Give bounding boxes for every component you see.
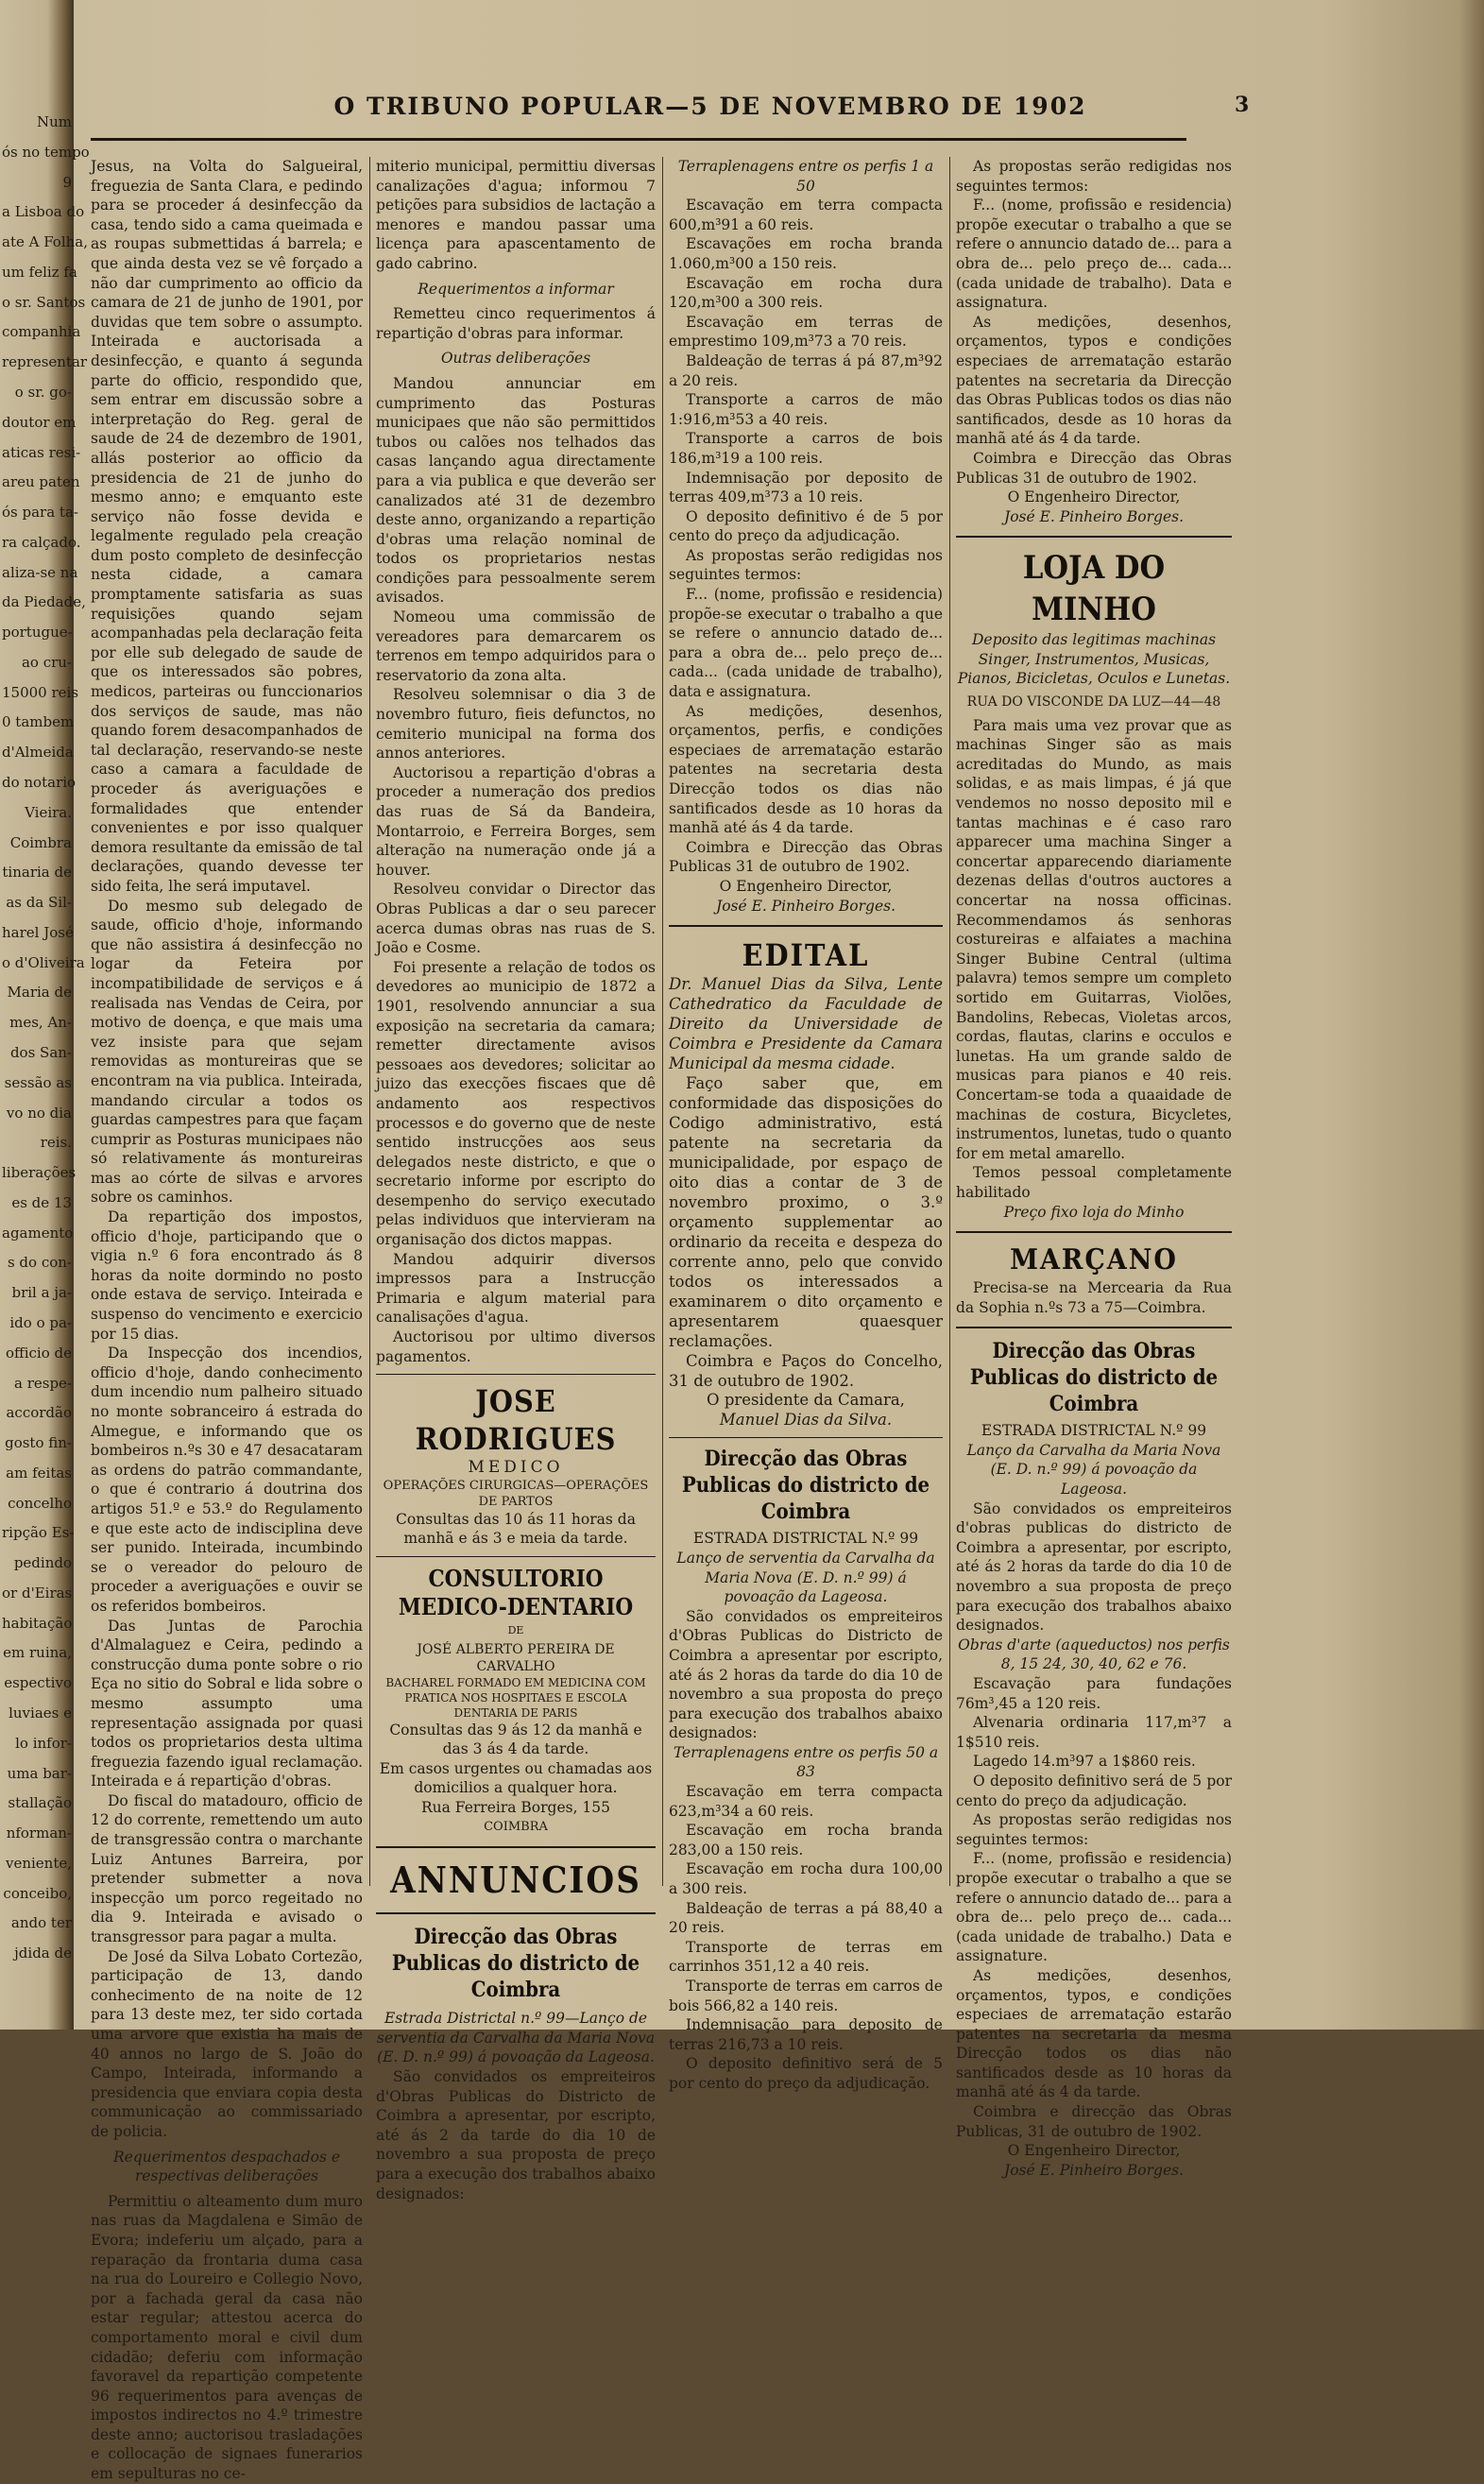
- divider: [376, 1846, 656, 1848]
- adjacent-page-fragment: or d'Eiras: [2, 1585, 73, 1602]
- adjacent-page-fragment: tinaria de: [2, 864, 72, 881]
- adjacent-page-fragment: agamento: [2, 1225, 74, 1242]
- section-subheading: Outras deliberações: [440, 350, 591, 368]
- adjacent-page-fragment: da Piedade,: [2, 593, 86, 610]
- paragraph: Coimbra e Direcção das Obras Publicas 31 de outubro de 1902.: [669, 838, 943, 876]
- column-separator: [949, 157, 950, 1886]
- adjacent-page-fragment: ra calçado.: [2, 534, 81, 551]
- adjacent-page-fragment: lo infor-: [15, 1735, 72, 1752]
- paragraph: Permittiu o alteamento dum muro nas ruas da Magdalena e Simão de Evora; indeferiu um alçado, para a reparação da frontaria duma casa na rua do Loureiro e Collegio Novo, por a fachada geral da casa não estar regular; attestou acerca do comportamento moral e civil dum cidadão; deferiu com informação favoravel da repartição competente 96 requerimentos para avenças de impostos indirectos no 4.º trimestre deste anno; auctorisou trasladações e collocação de signaes funerarios em sepulturas no ce-: [91, 2192, 363, 2483]
- adjacent-page-fragment: em ruina,: [3, 1644, 72, 1661]
- paragraph: F... (nome, profissão e residencia) propõe-se executar o trabalho a que se refere o annuncio datado de... para a obra de... pelo preço de... cada... (cada unidade de trabalho), data e assignatura.: [669, 586, 943, 701]
- line-item: Escavação em terras de emprestimo 109,m³73 a 70 reis.: [669, 313, 943, 351]
- paragraph: As propostas serão redigidas nos seguintes termos:: [956, 1811, 1232, 1848]
- notice-heading: Direcção das Obras Publicas do districto de Coimbra: [969, 1339, 1219, 1417]
- adjacent-page-fragment: aliza-se na: [2, 564, 78, 581]
- divider: [956, 1327, 1232, 1328]
- notice-heading: Direcção das Obras Publicas do districto de Coimbra: [391, 1925, 640, 2003]
- adjacent-page-fragment: ido o pa-: [9, 1314, 72, 1331]
- edital-heading: EDITAL: [742, 937, 870, 974]
- paragraph: Coimbra e direcção das Obras Publicas, 31 de outubro de 1902.: [956, 2103, 1232, 2140]
- loja-address: RUA DO VISCONDE DA LUZ—44—48: [966, 694, 1221, 711]
- signature: Manuel Dias da Silva.: [719, 1410, 893, 1429]
- paragraph: Das Juntas de Parochia d'Almalaguez e Ceira, pedindo a construcção duma ponte sobre o rio Eça no sitio do Sobral e lida sobre o mesmo assumpto uma representação assignada por quasi todos os proprietarios desta ultima freguezia fazendo igual reclamação. Inteirada e á repartição d'obras.: [91, 1617, 363, 1790]
- adjacent-page-fragment: mes, An-: [9, 1014, 72, 1031]
- header-rule: [91, 138, 1186, 141]
- line-item: Escavação em terra compacta 600,m³91 a 60 reis.: [669, 197, 943, 233]
- line-item: Alvenaria ordinaria 117,m³7 a 1$510 reis.: [956, 1714, 1232, 1751]
- paragraph: As propostas serão redigidas nos seguintes termos:: [669, 546, 943, 584]
- obras-arte-heading: Obras d'arte (aqueductos) nos perfis 8, 15 24, 30, 40, 62 e 76.: [958, 1636, 1230, 1673]
- paragraph: Auctorisou a repartição d'obras a proceder a numeração dos predios das ruas de Sá da Bandeira, Montarroio, e Ferreira Borges, sem alteração na numeração onde já a houver.: [376, 763, 656, 879]
- masthead: O TRIBUNO POPULAR—5 DE NOVEMBRO DE 1902: [333, 93, 1087, 120]
- page-body: [77, 0, 1471, 2483]
- page-number: 3: [1235, 93, 1250, 117]
- line-item: Baldeação de terras a pá 88,40 a 20 reis.: [669, 1899, 943, 1937]
- advert-city: COIMBRA: [484, 1819, 548, 1834]
- line-item: Transporte de terras em carrinhos 351,12 a 40 reis.: [669, 1938, 943, 1976]
- advert-hours: Consultas das 9 ás 12 da manhã e das 3 ás 4 da tarde.: [389, 1721, 642, 1758]
- paragraph: As medições, desenhos, orçamentos, typos e condições especiaes de arrematação estarão patentes na secretaria da Direcção das Obras Publicas todos os dias não santificados, desde as 10 horas da manhã até ás 4 da tarde.: [956, 313, 1232, 448]
- paragraph: Auctorisou por ultimo diversos pagamentos.: [376, 1328, 656, 1365]
- divider: [669, 1437, 943, 1438]
- advert-hours: Consultas das 10 ás 11 horas da manhã e ás 3 e meia da tarde.: [396, 1510, 636, 1548]
- divider: [376, 1912, 656, 1914]
- section-subheading: Requerimentos despachados e respectivas deliberações: [112, 2148, 340, 2185]
- advert-consultorio: [376, 1565, 656, 1837]
- adjacent-page-fragment: ós no tempo: [2, 144, 90, 161]
- adjacent-page-fragment: portugue-: [2, 624, 73, 641]
- column-4: [956, 157, 1232, 2180]
- paragraph: Resolveu convidar o Director das Obras Publicas a dar o seu parecer acerca dumas obras nas ruas de S. João e Cosme.: [376, 881, 656, 957]
- adjacent-page-fragment: liberações: [2, 1164, 77, 1181]
- adjacent-page-fragment: o sr. Santos: [2, 294, 86, 311]
- adjacent-page-fragment: d'Almeida: [2, 744, 74, 761]
- signature: José E. Pinheiro Borges.: [1003, 2161, 1185, 2179]
- adjacent-page-fragment: nforman-: [6, 1824, 72, 1842]
- paragraph: São convidados os empreiteiros d'obras publicas do districto de Coimbra a apresentar, por escripto, até ás 2 horas da tarde do dia 10 de novembro a sua proposta de preço para execução dos trabalhos abaixo designados.: [956, 1499, 1232, 1635]
- line-item: O deposito definitivo será de 5 por cento do preço da adjudicação.: [669, 2055, 943, 2092]
- advert-jose-rodrigues: [376, 1382, 656, 1549]
- adjacent-page-fragment: luviaes e: [9, 1705, 72, 1722]
- adjacent-page-fragment: harel José: [2, 924, 74, 941]
- adjacent-page-fragment: s do con-: [7, 1254, 72, 1271]
- adjacent-page-fragment: uma bar-: [7, 1765, 72, 1782]
- line-item: Escavação em rocha dura 120,m³00 a 300 reis.: [669, 274, 943, 312]
- edital-intro: Dr. Manuel Dias da Silva, Lente Cathedratico da Faculdade de Direito da Universidade de Coimbra e Presidente da Camara Municipal da mesma cidade.: [669, 975, 943, 1073]
- divider: [376, 1556, 656, 1557]
- column-separator: [662, 157, 663, 1886]
- section-heading-annuncios: ANNUNCIOS: [390, 1859, 641, 1902]
- loja-heading: LOJA DO MINHO: [1022, 549, 1166, 629]
- adjacent-page-fragment: representar: [2, 353, 88, 370]
- adjacent-page-fragment: Coimbra: [9, 834, 72, 851]
- advert-urgent: Em casos urgentes ou chamadas aos domicilios a qualquer hora.: [379, 1759, 653, 1797]
- line-item: Baldeação de terras á pá 87,m³92 a 20 reis.: [669, 351, 943, 389]
- adjacent-page-fragment: espectivo: [4, 1674, 72, 1691]
- adjacent-page-fragment: reis.: [40, 1134, 72, 1151]
- paragraph: Foi presente a relação de todos os devedores ao municipio de 1872 a 1901, resolvendo annunciar a sua exposição na secretaria da camara; remetter directamente avisos pessoaes aos devedores; solicitar ao juizo das execções fiscaes que dê andamento aos respectivos processos e do governo que de neste sentido instrucções aos seus delegados neste districto, e que o secretario informe por escripto do desempenho do serviço executado pelas individuos que intervieram na organisação dos dictos mappas.: [376, 958, 656, 1249]
- adjacent-page-strip: [0, 0, 90, 2030]
- signature-title: O Engenheiro Director,: [1007, 2142, 1181, 2160]
- paragraph: As medições, desenhos, orçamentos, typos, e condições especiaes de arrematação estarão patentes na secretaria da mesma Direcção todos os dias não santificados desde as 10 horas da manhã até ás 4 da tarde.: [956, 1966, 1232, 2101]
- advert-title: MEDICO: [468, 1458, 564, 1478]
- advert-title: CONSULTORIO MEDICO-DENTARIO: [398, 1565, 634, 1620]
- adjacent-page-fragment: ripção Es-: [2, 1524, 75, 1541]
- adjacent-page-fragment: gosto fin-: [5, 1434, 72, 1451]
- adjacent-page-fragment: officio de: [6, 1345, 72, 1362]
- adjacent-page-fragment: um feliz fa: [2, 264, 77, 281]
- paragraph: Resolveu solemnisar o dia 3 de novembro futuro, fieis defunctos, no cemiterio municipal na forma dos annos anteriores.: [376, 686, 656, 762]
- paragraph: Faço saber que, em conformidade das disposições do Codigo administrativo, está patente na secretaria da municipalidade, por espaço de oito dias a contar de 3 de novembro proximo, o 3.º orçamento supplementar ao ordinario da receita e despeza do corrente anno, pelo que convido todos os interessados a examinarem o dito orçamento e apresentarem quaesquer reclamações.: [669, 1074, 943, 1351]
- divider: [669, 925, 943, 927]
- adjacent-page-fragment: Num: [36, 113, 72, 130]
- loja-subtitle: Deposito das legitimas machinas Singer, Instrumentos, Musicas, Pianos, Bicicletas, Oculos e Lunetas.: [957, 631, 1231, 688]
- divider: [376, 1374, 656, 1375]
- adjacent-page-fragment: sessão as: [4, 1074, 72, 1091]
- adjacent-page-fragment: ao cru-: [21, 654, 72, 671]
- column-separator: [369, 157, 370, 1886]
- column-1: [91, 157, 363, 2484]
- terraplenagens-heading: Terraplenagens entre os perfis 50 a 83: [673, 1743, 939, 1781]
- paragraph: F... (nome, profissão e residencia) propõe executar o trabalho a que se refere o annuncio datado de... para a obra de... pelo preço de... cada... (cada unidade de trabalho.) Data e assignature.: [956, 1850, 1232, 1965]
- signature-title: O presidente da Camara,: [707, 1391, 905, 1410]
- marcano-heading: MARÇANO: [1010, 1243, 1178, 1277]
- signature: José E. Pinheiro Borges.: [1003, 507, 1185, 525]
- paragraph: Coimbra e Paços do Concelho, 31 de outubro de 1902.: [669, 1352, 943, 1391]
- paragraph: Precisa-se na Mercearia da Rua da Sophia n.ºs 73 a 75—Coimbra.: [956, 1279, 1232, 1316]
- adjacent-page-fragment: dos San-: [9, 1044, 72, 1061]
- divider: [956, 1231, 1232, 1233]
- estrada-label: ESTRADA DISTRICTAL N.º 99: [981, 1422, 1207, 1440]
- paragraph: De José da Silva Lobato Cortezão, participação de 13, dando conhecimento de na noite de 12 para 13 deste mez, ter sido cortada uma arvore que existia ha mais de 40 annos no largo de S. João do Campo, Inteirada, informando a presidencia que enviara copia desta communicação ao commissariado de policia.: [91, 1947, 363, 2140]
- signature-title: O Engenheiro Director,: [719, 877, 893, 895]
- column-3: [669, 157, 943, 2094]
- paragraph: Remetteu cinco requerimentos á repartição d'obras para informar.: [376, 305, 656, 342]
- adjacent-page-fragment: bril a ja-: [11, 1284, 72, 1301]
- advert-credentials: BACHAREL FORMADO EM MEDICINA COM PRATICA NOS HOSPITAES E ESCOLA DENTARIA DE PARIS: [385, 1675, 646, 1720]
- line-item: Transporte de terras em carros de bois 566,82 a 140 reis.: [669, 1978, 943, 2014]
- line-item: Transporte a carros de bois 186,m³19 a 100 reis.: [669, 430, 943, 467]
- paragraph: Temos pessoal completamente habilitado: [956, 1164, 1232, 1201]
- signature: José E. Pinheiro Borges.: [715, 897, 896, 915]
- lanco-label: Lanço de serventia da Carvalha da Maria Nova (E. D. n.º 99) á povoação da Lageosa.: [676, 1549, 935, 1606]
- paragraph: Para mais uma vez provar que as machinas Singer são as mais acreditadas do Mundo, as mais solidas, e as mais limpas, é já que vendemos no nosso deposito mil e tantas machinas e é caso raro apparecer uma machina Singer a concertar apparecendo diariamente dezenas dellas d'outros auctores a concertar na nossa officinas. Recommendamos ás senhoras costureiras e alfaiates a machina Singer Bubine Central (ultima palavra) temos sempre um completo sortido em Guitarras, Violões, Bandolins, Rebecas, Violetas arcos, cordas, flautas, clarins e occulos e lunetas. Ha um grande saldo de musicas para pianos e 40 reis. Concertam-se toda a quaaidade de machinas de costura, Bicycletes, instrumentos, lunetas, tudo o quanto for em metal amarello.: [956, 716, 1232, 1162]
- paragraph: Mandou adquirir diversos impressos para a Instrucção Primaria e algum material para canalisações d'agua.: [376, 1250, 656, 1327]
- adjacent-page-fragment: ate A Folha,: [2, 233, 89, 250]
- adjacent-page-fragment: doutor em: [2, 414, 77, 431]
- lanco-label: Lanço da Carvalha da Maria Nova (E. D. n.º 99) á povoação da Lageosa.: [966, 1441, 1221, 1499]
- adjacent-page-fragment: conceibo,: [3, 1885, 72, 1902]
- adjacent-page-fragment: 9: [62, 174, 72, 191]
- line-item: Lagedo 14.m³97 a 1$860 reis.: [973, 1753, 1196, 1771]
- adjacent-page-fragment: es de 13: [11, 1194, 72, 1211]
- paragraph: São convidados os empreiteiros d'Obras Publicas do Districto de Coimbra a apresentar, por escripto, até ás 2 da tarde do dia 10 de novembro a sua proposta de preço para a execução dos trabalhos abaixo designados:: [376, 2067, 656, 2202]
- adjacent-page-fragment: ando ter: [10, 1914, 72, 1931]
- estrada-label: ESTRADA DISTRICTAL N.º 99: [692, 1530, 919, 1548]
- line-item: Indemnisação por deposito de terras 409,m³73 a 10 reis.: [669, 469, 943, 506]
- adjacent-page-fragment: areu paten: [2, 473, 80, 490]
- adjacent-page-fragment: veniente,: [5, 1855, 72, 1872]
- paragraph: miterio municipal, permittiu diversas canalizações d'agua; informou 7 petições para subsidios de lactação a menores e mandou passar uma licença para apascentamento de gado cabrino.: [376, 158, 656, 272]
- adjacent-page-fragment: do notario: [2, 774, 77, 791]
- adjacent-page-fragment: o sr. go-: [14, 384, 72, 401]
- advert-de: DE: [507, 1624, 524, 1636]
- adjacent-page-fragment: am feitas: [6, 1465, 72, 1482]
- adjacent-page-fragment: 15000 reis: [2, 684, 79, 701]
- line-item: Escavação para fundações 76m³,45 a 120 reis.: [956, 1675, 1232, 1712]
- terraplenagens-heading: Terraplenagens entre os perfis 1 a 50: [677, 158, 934, 195]
- adjacent-page-fragment: o d'Oliveira: [2, 954, 85, 971]
- line-item: O deposito definitivo será de 5 por cento do preço da adjudicação.: [956, 1772, 1232, 1809]
- adjacent-page-fragment: a respe-: [13, 1375, 72, 1392]
- adjacent-page-fragment: habitação: [2, 1615, 73, 1632]
- advert-specialties: OPERAÇÕES CIRURGICAS—OPERAÇÕES DE PARTOS: [383, 1478, 649, 1509]
- adjacent-page-fragment: concelho: [8, 1495, 72, 1512]
- paragraph: Mandou annunciar em cumprimento das Posturas municipaes que não são permittidos tubos ou calões nos telhados das casas lançando agua directamente para a via publica e que deverão ser canalizados até 31 de dezembro deste anno, organizando a repartição d'obras uma relação nominal de todos os proprietarios nestas condições para pessoalmente serem avisados.: [376, 374, 656, 607]
- notice-subheading: Estrada Districtal n.º 99—Lanço de serventia da Carvalha da Maria Nova (E. D. n.º 99) á povoação da Lageosa.: [376, 2010, 656, 2066]
- adjacent-page-fragment: a Lisboa do: [2, 203, 85, 220]
- paragraph: As medições, desenhos, orçamentos, perfis, e condições especiaes de arrematação estarão patentes na secretaria desta Direcção todos os dias não santificados desde as 10 horas da manhã até ás 4 da tarde.: [669, 702, 943, 837]
- adjacent-page-fragment: as da Sil-: [6, 894, 72, 911]
- paragraph: Jesus, na Volta do Salgueiral, freguezia de Santa Clara, e pedindo para se proceder á desinfecção da casa, tendo sido a cama queimada e as roupas submettidas á barrela; e que ainda desta vez se vê forçado a não dar cumprimento ao officio da camara de 21 de junho de 1901, por duvidas que tem sobre o assumpto. Inteirada e auctorisada a desinfecção, e quanto á segunda parte do officio, respondido que, sem entrar em discussão sobre a interpretação do Reg. geral de saude de 24 de dezembro de 1901, allás posterior ao officio da presidencia de 21 de junho do mesmo anno; e emquanto este serviço não fosse devida e legalmente regulado pela creação dum posto completo de desinfecção nesta cidade, a camara promptamente satisfaria as suas requisições quando sejam acompanhadas pela declaração feita por elle sub delegado de saude de que os interessados são pobres, medicos, parteiras ou funccionarios dos serviços de saude, mas não quando forem desacompanhados de tal declaração, reservando-se neste caso a camara a faculdade de proceder ás averiguações e formalidades que entender convenientes e por isso qualquer demora resultante da emissão de tal declarações, quando devesse ter sido feita, lhe será imputavel.: [91, 158, 363, 895]
- section-subheading: Requerimentos a informar: [418, 280, 614, 298]
- adjacent-page-fragment: aticas resi-: [2, 444, 81, 461]
- adjacent-page-fragment: Maria de: [7, 984, 72, 1001]
- paragraph: As propostas serão redigidas nos seguintes termos:: [956, 158, 1232, 195]
- signature-title: O Engenheiro Director,: [1007, 488, 1181, 506]
- line-item: Escavação em rocha branda 283,00 a 150 reis.: [669, 1822, 943, 1859]
- adjacent-page-fragment: companhia: [2, 323, 81, 340]
- column-2: [376, 157, 656, 2203]
- adjacent-page-fragment: accordão: [6, 1404, 72, 1421]
- line-item: Escavação em rocha dura 100,00 a 300 reis.: [669, 1860, 943, 1898]
- paragraph: Do mesmo sub delegado de saude, officio d'hoje, informando que não assistira á desinfecção no logar da Feteira por incompatibilidade de serviços e á realisada nas Vendas de Ceira, por motivo de doença, e que mais uma vez insiste para que sejam removidas as montureiras que se encontram na via publica. Inteirada, mandando circular a todos os guardas campestres para que façam cumprir as Posturas municipaes não só relativamente ás montureiras mas ao córte de silvas e arvores sobre os caminhos.: [91, 897, 363, 1207]
- adjacent-page-fragment: stallação: [8, 1794, 72, 1811]
- paragraph: Da repartição dos impostos, officio d'hoje, participando que o vigia n.º 6 fora encontrado ás 8 horas da noite dormindo no posto onde estava de serviço. Inteirada e suspenso do vencimento e exercicio por 15 dias.: [91, 1208, 363, 1343]
- paragraph: Do fiscal do matadouro, officio de 12 do corrente, remettendo um auto de transgressão contra o marchante Luiz Antunes Barreira, por pretender submetter a nova inspecção um porco regeitado no dia 9. Inteirada e avisado o transgressor para pagar a multa.: [91, 1791, 363, 1946]
- loja-preco: Preço fixo loja do Minho: [1003, 1203, 1185, 1221]
- adjacent-page-fragment: pedindo: [13, 1554, 72, 1571]
- paragraph: F... (nome, profissão e residencia) propõe executar o trabalho a que se refere o annuncio datado de... para a obra de... pelo preço de... cada... (cada unidade de trabalho). Data e assignatura.: [956, 197, 1232, 312]
- adjacent-page-fragment: jdida de: [14, 1944, 72, 1962]
- paragraph: Nomeou uma commissão de vereadores para demarcarem os terrenos em tempo adquiridos para o reservatorio da zona alta.: [376, 608, 656, 684]
- adjacent-page-fragment: 0 tambem: [2, 713, 75, 730]
- adjacent-page-fragment: vo no dia: [6, 1105, 72, 1122]
- line-item: Transporte a carros de mão 1:916,m³53 a 40 reis.: [669, 391, 943, 428]
- divider: [956, 536, 1232, 538]
- line-item: O deposito definitivo é de 5 por cento do preço da adjudicação.: [669, 507, 943, 545]
- paragraph: São convidados os empreiteiros d'Obras Publicas do Districto de Coimbra a apresentar por escripto, até ás 2 horas da tarde do dia 10 de novembro a sua proposta do preço para execução dos trabalhos abaixo designados:: [669, 1607, 943, 1742]
- paragraph: Coimbra e Direcção das Obras Publicas 31 de outubro de 1902.: [956, 449, 1232, 487]
- line-item: Indemnisação para deposito de terras 216,73 a 10 reis.: [669, 2016, 943, 2053]
- adjacent-page-fragment: ós para ta-: [2, 504, 78, 521]
- notice-heading: Direcção das Obras Publicas do districto de Coimbra: [681, 1447, 930, 1525]
- paragraph: Da Inspecção dos incendios, officio d'hoje, dando conhecimento dum incendio num palheiro situado no monte sobranceiro á estrada do Almegue, e informando que os bombeiros n.ºs 30 e 47 desacataram as ordens do patrão commandante, o que é contrario á doutrina dos artigos 51.º e 53.º do Regulamento e que este acto de indisciplina deve ser punido. Inteirada, incumbindo se o vereador do pelouro de proceder a averiguações e ouvir se os referidos bombeiros.: [91, 1345, 363, 1615]
- adjacent-page-fragment: Vieira.: [25, 804, 72, 821]
- advert-address: Rua Ferreira Borges, 155: [420, 1798, 611, 1816]
- advert-name: JOSÉ ALBERTO PEREIRA DE CARVALHO: [417, 1641, 615, 1674]
- line-item: Escavação em terra compacta 623,m³34 a 60 reis.: [669, 1783, 943, 1820]
- advert-name: JOSE RODRIGUES: [415, 1383, 617, 1458]
- line-item: Escavações em rocha branda 1.060,m³00 a 150 reis.: [669, 235, 943, 272]
